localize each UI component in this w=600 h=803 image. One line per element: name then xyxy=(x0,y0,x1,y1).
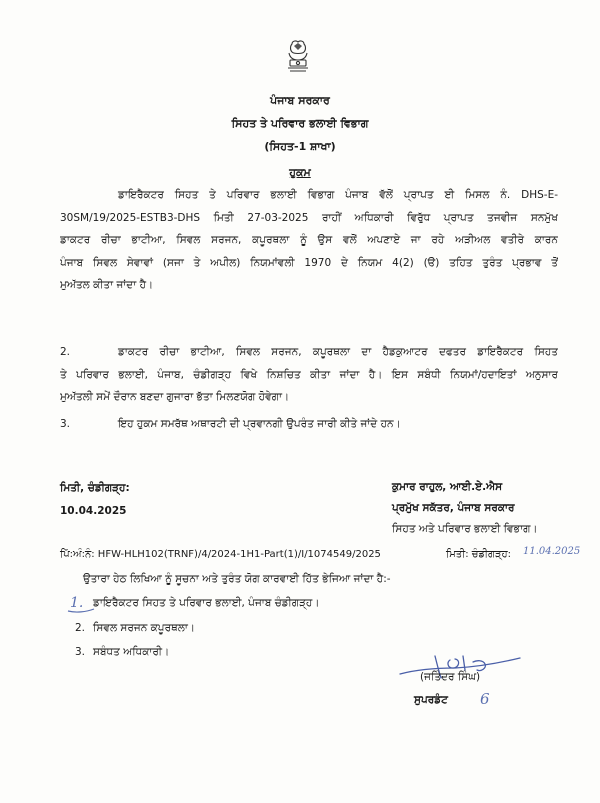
paragraph-1-line: 30SM/19/2025-ESTB3-DHS ਮਿਤੀ 27-03-2025 ਰਾਹੀਂ ਅਧਿਕਾਰੀ ਵਿਰੁੱਧ ਪ੍ਰਾਪਤ ਤਜਵੀਜ ਸਨਮੁੱਖ xyxy=(60,211,558,224)
paragraph-2 xyxy=(60,341,558,409)
paragraph-2-number: 2. xyxy=(60,346,71,358)
handwritten-underline-icon xyxy=(66,606,96,614)
date-label: ਮਿਤੀ, ਚੰਡੀਗੜ੍ਹ: xyxy=(60,482,130,494)
copy-item-2-number: 2. xyxy=(75,622,86,634)
paragraph-1-line: ਪੰਜਾਬ ਸਿਵਲ ਸੇਵਾਵਾਂ (ਸਜਾ ਤੇ ਅਪੀਲ) ਨਿਯਮਾਂਵਲੀ 1970 ਦੇ ਨਿਯਮ 4(2) (ੳ) ਤਹਿਤ ਤੁਰੰਤ ਪ੍ਰਭਾਵ ਤੋਂ xyxy=(60,256,558,269)
handwritten-mark: 6 xyxy=(480,690,490,708)
header-department: ਸਿਹਤ ਤੇ ਪਰਿਵਾਰ ਭਲਾਈ ਵਿਭਾਗ xyxy=(231,117,369,130)
signatory-department: ਸਿਹਤ ਅਤੇ ਪਰਿਵਾਰ ਭਲਾਈ ਵਿਭਾਗ। xyxy=(392,523,538,535)
paragraph-3-text: ਇਹ ਹੁਕਮ ਸਮਰੱਥ ਅਥਾਰਟੀ ਦੀ ਪ੍ਰਵਾਨਗੀ ਉਪਰੰਤ ਜਾਰੀ ਕੀਤੇ ਜਾਂਦੇ ਹਨ। xyxy=(118,418,401,430)
signatory-title: ਪ੍ਰਮੁੱਖ ਸਕੱਤਰ, ਪੰਜਾਬ ਸਰਕਾਰ xyxy=(392,502,515,514)
copy-item-1-number: 1. xyxy=(70,595,84,611)
endorsement-intro: ਉਤਾਰਾ ਹੇਠ ਲਿਖਿਆ ਨੂੰ ਸੂਚਨਾ ਅਤੇ ਤੁਰੰਤ ਯੋਗ ਕਾਰਵਾਈ ਹਿੱਤ ਭੇਜਿਆ ਜਾਂਦਾ ਹੈ:- xyxy=(83,573,391,585)
order-title: ਹੁਕਮ xyxy=(289,166,311,179)
paragraph-1-line: ਮੁਅੱਤਲ ਕੀਤਾ ਜਾਂਦਾ ਹੈ। xyxy=(60,279,154,291)
superintendent-name: (ਜਤਿੰਦਰ ਸਿੰਘ) xyxy=(420,671,481,683)
superintendent-title: ਸੁਪਰਡੰਟ xyxy=(414,694,448,706)
header-government: ਪੰਜਾਬ ਸਰਕਾਰ xyxy=(270,94,330,107)
paragraph-3-number: 3. xyxy=(60,418,71,430)
header-branch: (ਸਿਹਤ-1 ਸ਼ਾਖਾ) xyxy=(264,140,336,153)
copy-item-3-text: ਸਬੰਧਤ ਅਧਿਕਾਰੀ। xyxy=(93,646,170,658)
order-date: 10.04.2025 xyxy=(60,505,127,517)
copy-item-3-number: 3. xyxy=(75,646,86,658)
paragraph-1-line: ਡਾਇਰੈਕਟਰ ਸਿਹਤ ਤੇ ਪਰਿਵਾਰ ਭਲਾਈ ਵਿਭਾਗ ਪੰਜਾਬ ਵੱਲੋਂ ਪ੍ਰਾਪਤ ਈ ਮਿਸਲ ਨੰ. DHS-E- xyxy=(118,189,558,201)
paragraph-2-line: ਮੁਅੱਤਲੀ ਸਮੇਂ ਦੌਰਾਨ ਬਣਦਾ ਗੁਜਾਰਾ ਭੱਤਾ ਮਿਲਣਯੋਗ ਹੋਵੇਗਾ। xyxy=(60,391,290,403)
paragraph-2-line: ਤੇ ਪਰਿਵਾਰ ਭਲਾਈ, ਪੰਜਾਬ, ਚੰਡੀਗੜ੍ਹ ਵਿਖੇ ਨਿਸ਼ਚਿਤ ਕੀਤਾ ਜਾਂਦਾ ਹੈ। ਇਸ ਸਬੰਧੀ ਨਿਯਮਾਂ/ਹਦਾਇਤਾਂ ਅਨੁਸਾਰ xyxy=(60,368,558,381)
handwritten-date: 11.04.2025 xyxy=(523,546,581,557)
paragraph-1-line: ਡਾਕਟਰ ਰੀਚਾ ਭਾਟੀਆ, ਸਿਵਲ ਸਰਜਨ, ਕਪੂਰਥਲਾ ਨੂੰ ਉਸ ਵਲੋਂ ਅਪਣਾਏ ਜਾ ਰਹੇ ਅੜੀਅਲ ਵਤੀਰੇ ਕਾਰਨ xyxy=(60,234,558,246)
endorsement-date-label: ਮਿਤੀ: ਚੰਡੀਗੜ੍ਹ: xyxy=(446,549,512,560)
state-emblem-icon xyxy=(284,40,312,76)
paragraph-1 xyxy=(60,184,558,297)
copy-item-2-text: ਸਿਵਲ ਸਰਜਨ ਕਪੂਰਥਲਾ। xyxy=(93,622,195,634)
paragraph-2-line: ਡਾਕਟਰ ਰੀਚਾ ਭਾਟੀਆ, ਸਿਵਲ ਸਰਜਨ, ਕਪੂਰਥਲਾ ਦਾ ਹੈਡਕੁਆਟਰ ਦਫਤਰ ਡਾਇਰੈਕਟਰ ਸਿਹਤ xyxy=(118,346,558,358)
copy-item-1-text: ਡਾਇਰੈਕਟਰ ਸਿਹਤ ਤੇ ਪਰਿਵਾਰ ਭਲਾਈ, ਪੰਜਾਬ ਚੰਡੀਗੜ੍ਹ। xyxy=(93,597,320,609)
endorsement-reference: ਪਿੱ:ਅੰ:ਨੰ: HFW-HLH102(TRNF)/4/2024-1H1-Part(1)/I/1074549/2025 xyxy=(60,549,381,560)
signatory-name: ਕੁਮਾਰ ਰਾਹੁਲ, ਆਈ.ਏ.ਐਸ xyxy=(392,481,503,493)
